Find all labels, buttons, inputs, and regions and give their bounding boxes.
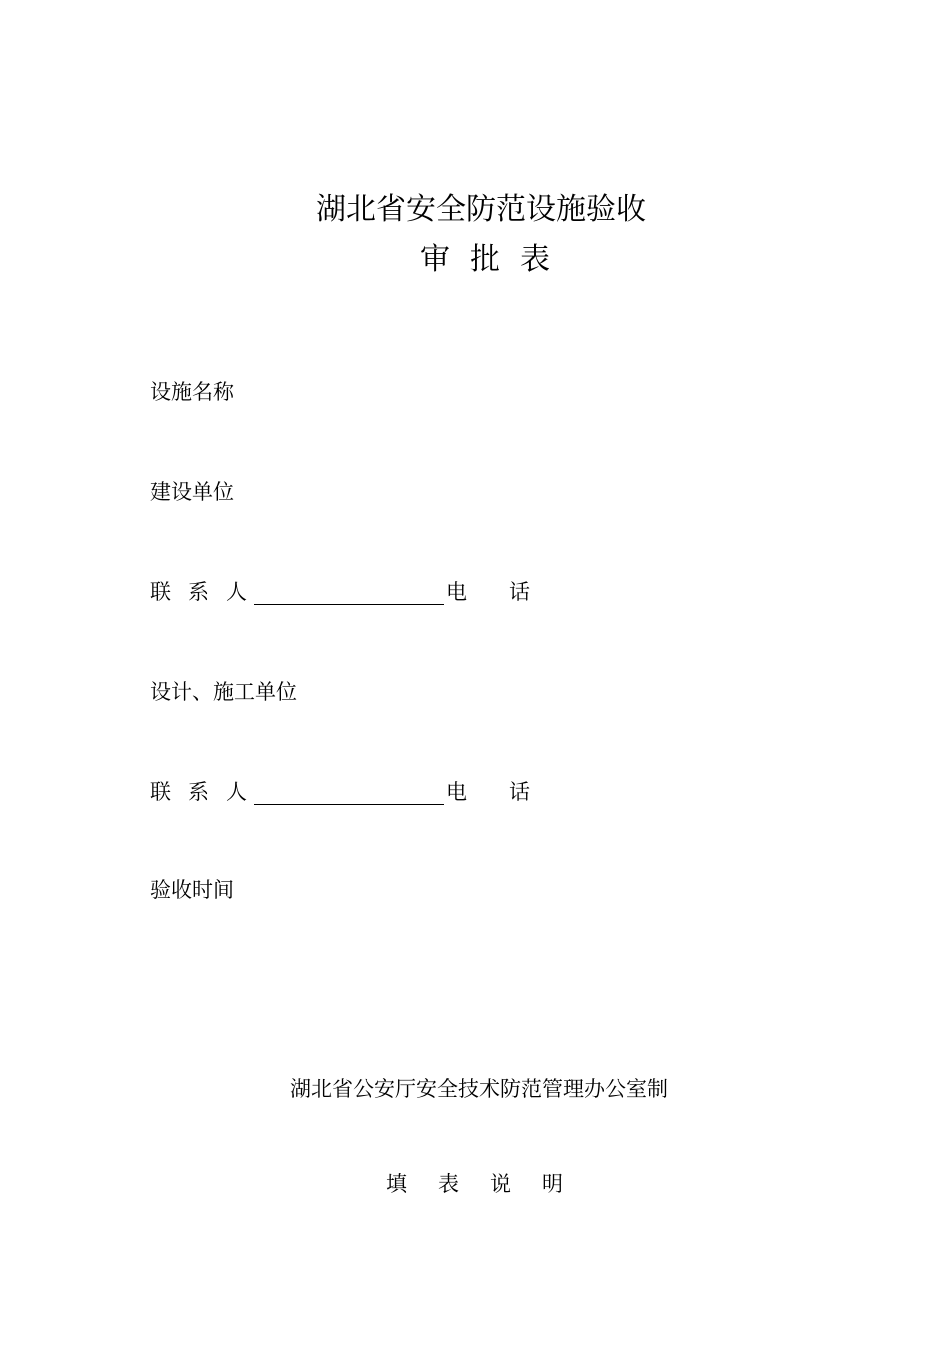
issuer-text: 湖北省公安厅安全技术防范管理办公室制 bbox=[290, 1077, 668, 1101]
form-title-line-2: 审批表 bbox=[420, 242, 570, 277]
field-construction-unit bbox=[150, 479, 234, 505]
field-design-unit bbox=[150, 679, 297, 705]
phone-label: 电 话 bbox=[446, 580, 530, 604]
field-contact-row-2 bbox=[150, 779, 530, 805]
facility-name-label: 设施名称 bbox=[150, 380, 234, 404]
form-title-line-1: 湖北省安全防范设施验收 bbox=[316, 192, 646, 227]
contact-blank-line[interactable] bbox=[254, 782, 444, 805]
contact-blank-line[interactable] bbox=[254, 582, 444, 605]
instructions-heading: 填 表 说 明 bbox=[386, 1172, 563, 1196]
contact-label: 联 系 人 bbox=[150, 580, 247, 604]
field-acceptance-time bbox=[150, 877, 234, 903]
contact-label: 联 系 人 bbox=[150, 780, 247, 804]
acceptance-time-label: 验收时间 bbox=[150, 878, 234, 902]
field-contact-row-1 bbox=[150, 579, 530, 605]
field-facility-name bbox=[150, 379, 234, 405]
construction-unit-label: 建设单位 bbox=[150, 480, 234, 504]
design-unit-label: 设计、施工单位 bbox=[150, 680, 297, 704]
phone-label: 电 话 bbox=[446, 780, 530, 804]
